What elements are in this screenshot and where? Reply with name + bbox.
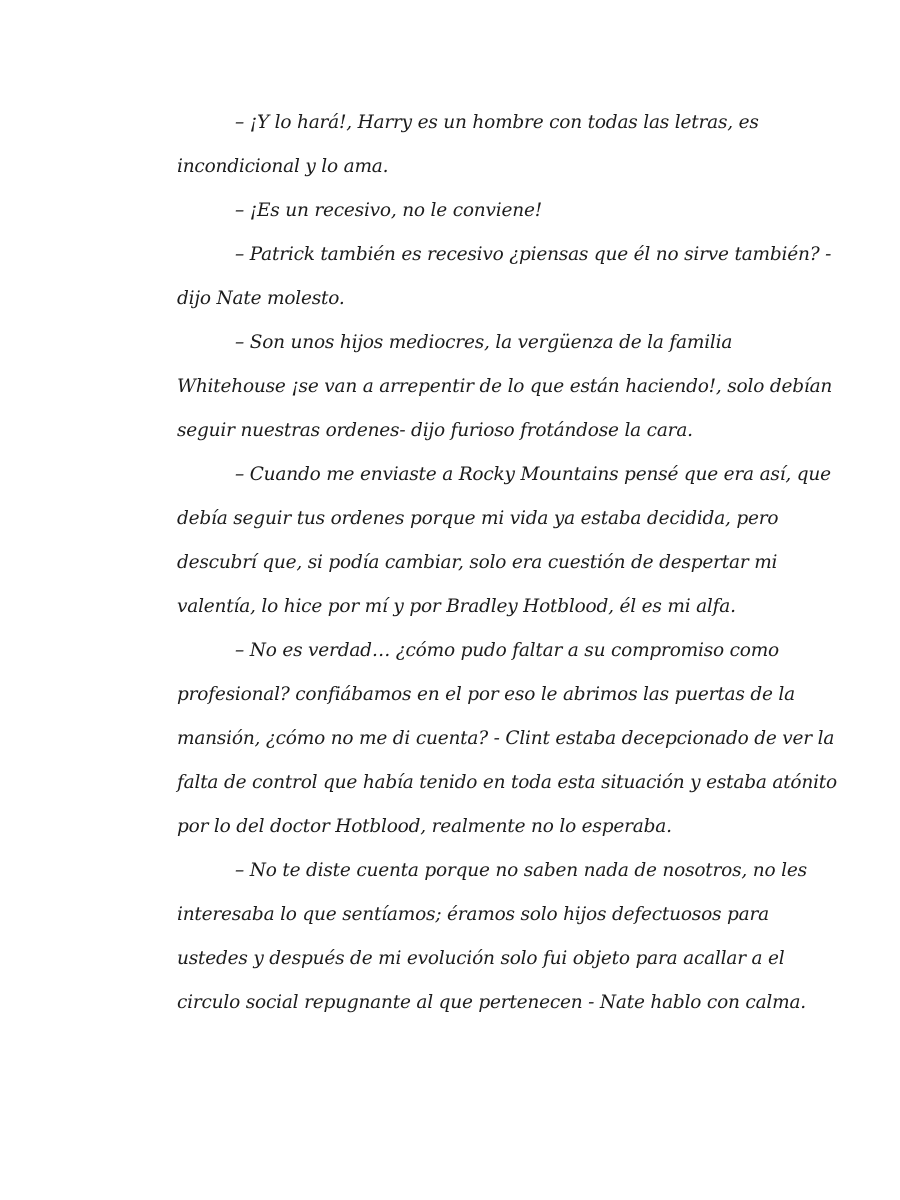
paragraph-6: – No es verdad… ¿cómo pudo faltar a su compromiso como profesional? confiábamos en el por eso le abrimos las puertas de la mansión, ¿cómo no me di cuenta? - Clint estaba decepcionado de ver la falta de control que había tenido en toda esta situación y estaba atónito por lo del doctor Hotblood, realmente no lo esperaba. <box>177 640 837 837</box>
paragraph-7: – No te diste cuenta porque no saben nada de nosotros, no les interesaba lo que sentíamos; éramos solo hijos defectuosos para ustedes y después de mi evolución solo fui objeto para acallar a el circulo social repugnante al que pertenecen - Nate hablo con calma. <box>177 860 807 1013</box>
paragraph-3: – Patrick también es recesivo ¿piensas que él no sirve también? - dijo Nate molesto. <box>177 244 832 309</box>
paragraph-2: – ¡Es un recesivo, no le conviene! <box>235 200 542 221</box>
paragraph-5: – Cuando me enviaste a Rocky Mountains pensé que era así, que debía seguir tus ordenes porque mi vida ya estaba decidida, pero descubrí que, si podía cambiar, solo era cuestión de despertar mi valentía, lo hice por mí y por Bradley Hotblood, él es mi alfa. <box>177 464 831 617</box>
paragraph-1: – ¡Y lo hará!, Harry es un hombre con todas las letras, es incondicional y lo ama. <box>177 112 759 177</box>
paragraph-4: – Son unos hijos mediocres, la vergüenza de la familia Whitehouse ¡se van a arrepentir de lo que están haciendo!, solo debían seguir nuestras ordenes- dijo furioso frotándose la cara. <box>177 332 833 441</box>
text-body <box>177 101 837 1025</box>
